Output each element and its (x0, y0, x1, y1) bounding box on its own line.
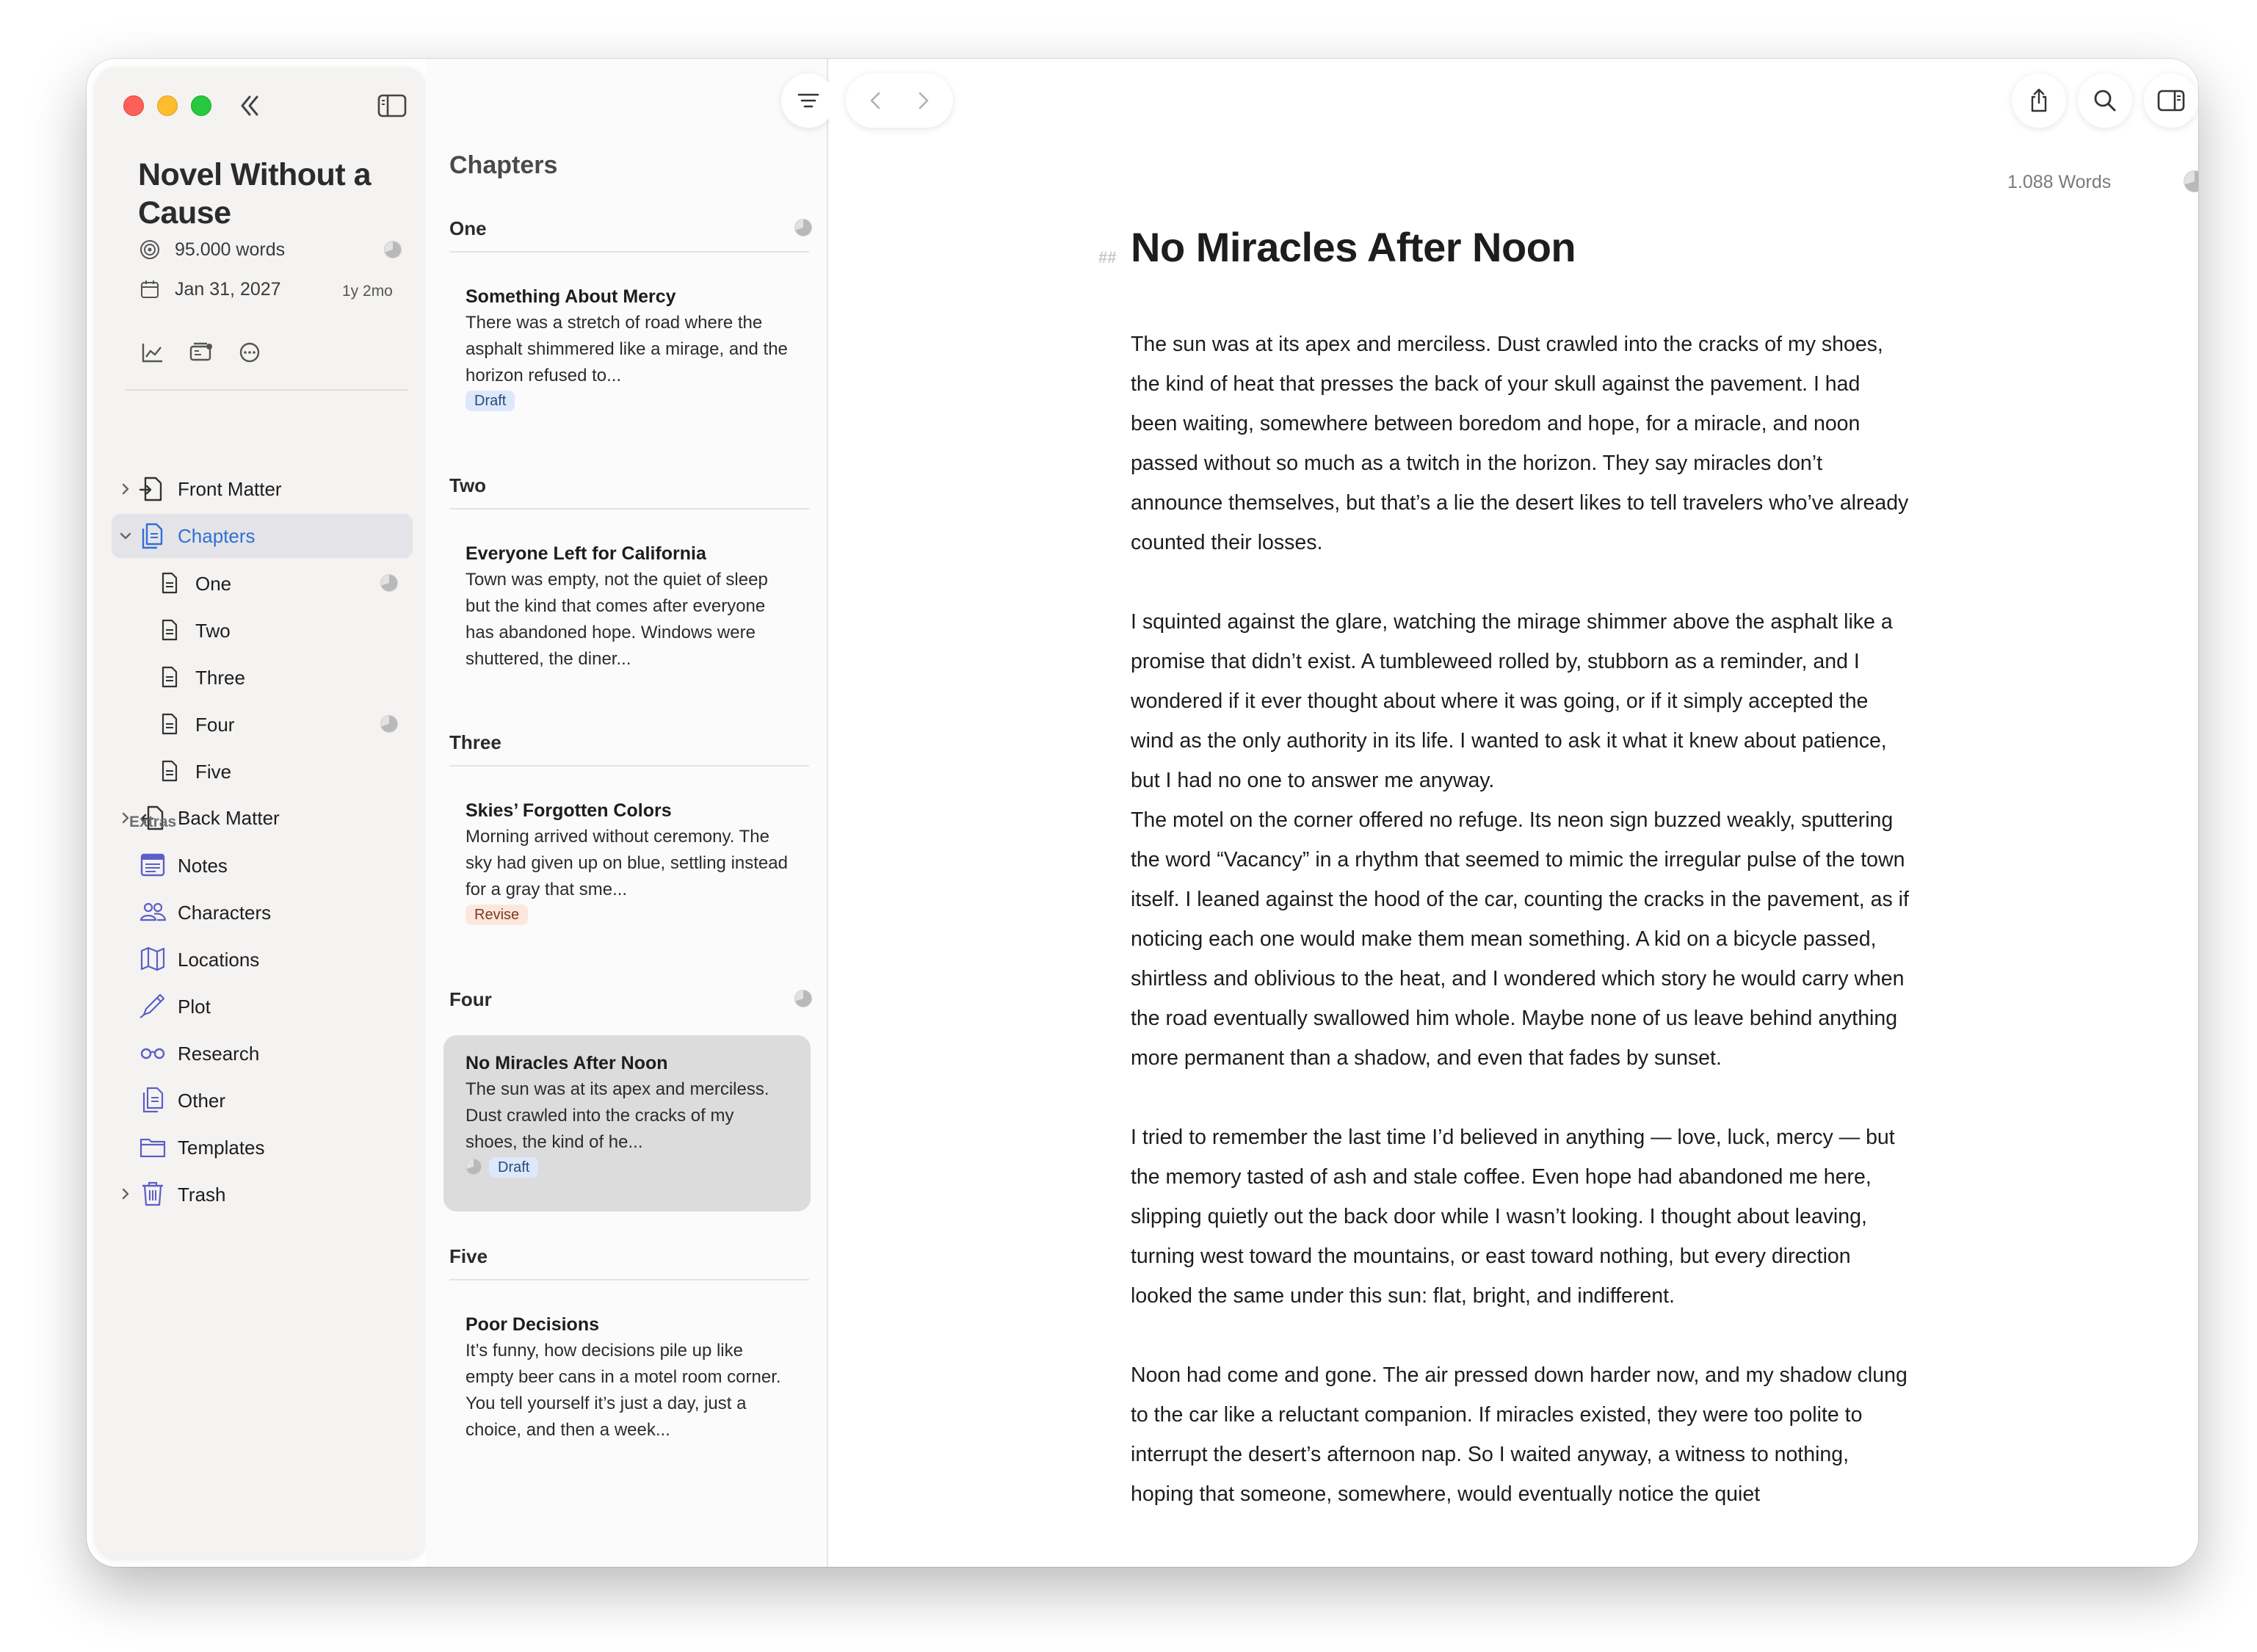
paragraph: I squinted against the glare, watching the mirage shimmer above the asphalt like a promise that didn’t exist. A tumbleweed rolled by, stubborn as a reminder, and I wondered if it ever thought about where it was going, or if it simply accepted the wind as the only authority in its life. I wanted to ask it what it knew about patience, but I had no one to answer me anyway. (1131, 610, 1893, 792)
sidebar-item-label: Locations (178, 949, 260, 971)
list-title: Chapters (449, 151, 558, 179)
sidebar-item-trash[interactable] (112, 1172, 413, 1216)
chapter-list-column (426, 59, 828, 1567)
group-header-label: Five (449, 1245, 488, 1267)
sidebar-item-plot[interactable] (112, 984, 413, 1028)
document-icon (157, 664, 182, 689)
document-heading[interactable]: No Miracles After Noon (1131, 224, 1576, 270)
sidebar-item-label: Chapters (178, 524, 256, 547)
sidebar-item-chapter-five[interactable] (112, 749, 413, 793)
document-icon (157, 570, 182, 595)
sidebar-item-label: One (195, 573, 232, 595)
word-goal-text: 95.000 words (175, 239, 286, 260)
group-header-label: Three (449, 731, 501, 753)
sheet-card-title: Everyone Left for California (465, 543, 706, 564)
sidebar-item-label: Templates (178, 1137, 265, 1159)
sheet-card-excerpt: The sun was at its apex and merciless. Dust crawled into the cracks of my shoes, the kind of he... (465, 1079, 769, 1152)
sheet-card-title: Poor Decisions (465, 1314, 599, 1335)
group-header-four[interactable] (449, 988, 809, 1024)
inspector-toggle-button[interactable] (2144, 73, 2198, 128)
sheet-card-excerpt: It’s funny, how decisions pile up like empty beer cans in a motel room corner. You tell yourself it’s just a day, just a choice, and then a week... (465, 1341, 781, 1440)
back-chevron-icon[interactable] (865, 90, 887, 112)
status-badge: Revise (465, 905, 528, 925)
more-ellipsis-icon[interactable] (236, 339, 263, 366)
sidebar-item-characters[interactable] (112, 890, 413, 934)
sidebar-divider (125, 389, 408, 391)
sidebar-item-notes[interactable] (112, 843, 413, 887)
inspector-panel-icon (2156, 87, 2186, 114)
statistics-chart-icon[interactable] (140, 339, 166, 366)
chevron-right-icon[interactable] (117, 1186, 134, 1202)
paragraph: The sun was at its apex and merciless. Dust crawled into the cracks of my shoes, the kind of heat that presses the back of your skull against the pavement. I had been waiting, somewhere between boredom and hope, for a miracle, and noon passed without so much as a twitch in the horizon. They say miracles don’t announce themselves, but that’s a lie the desert likes to tell travelers who’ve already counted their losses. (1131, 333, 1909, 554)
close-window-button[interactable] (123, 95, 144, 116)
sidebar-item-label: Five (195, 761, 232, 783)
document-icon (157, 711, 182, 736)
zoom-window-button[interactable] (191, 95, 211, 116)
sheet-card[interactable] (443, 269, 811, 432)
sidebar-item-label: Two (195, 620, 231, 642)
sheet-card[interactable] (443, 783, 811, 946)
sidebar-item-chapter-one[interactable] (112, 561, 413, 605)
share-icon (2026, 87, 2052, 114)
group-header-label: Two (449, 474, 487, 496)
sidebar-item-label: Front Matter (178, 477, 282, 500)
folder-icon (138, 1132, 167, 1162)
documents-icon (138, 1085, 167, 1115)
group-header-label: One (449, 217, 487, 239)
search-icon (2092, 87, 2118, 114)
sidebar-item-label: Research (178, 1043, 260, 1065)
status-badge: Draft (465, 391, 515, 411)
group-header-three[interactable] (449, 731, 809, 767)
sheet-card-excerpt: Morning arrived without ceremony. The sky had given up on blue, settling instead for a gray that sme... (465, 827, 788, 899)
group-header-one[interactable] (449, 217, 809, 253)
extras-section-label: Extras (129, 814, 177, 830)
status-badge: Draft (489, 1157, 538, 1178)
sidebar-item-label: Trash (178, 1184, 226, 1206)
sheet-card[interactable] (443, 526, 811, 689)
group-header-label: Four (449, 988, 492, 1010)
project-title: Novel Without a Cause (138, 157, 371, 231)
share-button[interactable] (2012, 73, 2066, 128)
group-header-two[interactable] (449, 474, 809, 510)
paragraph: I tried to remember the last time I’d believed in anything — love, luck, mercy — but the memory tasted of ash and stale coffee. Even hope had abandoned me here, slipping quietly out the back door while I wasn’t looking. I thought about leaving, turning west toward the mountains, or east toward nothing, but every direction looked the same under this sun: flat, bright, and indifferent. (1131, 1126, 1895, 1308)
sidebar-item-chapter-two[interactable] (112, 608, 413, 652)
sidebar (95, 68, 426, 1558)
progress-ring (380, 574, 398, 592)
deadline-row[interactable] (138, 275, 281, 304)
paragraph: Noon had come and gone. The air pressed down harder now, and my shadow clung to the car like a reluctant companion. If miracles existed, they were too polite to interrupt the desert’s afternoon nap. So I waited anyway, a witness to nothing, hoping that someone, somewhere, would eventually notice the quiet (1131, 1363, 1908, 1506)
sidebar-item-label: Other (178, 1090, 226, 1112)
calendar-icon (138, 278, 162, 301)
sidebar-item-templates[interactable] (112, 1125, 413, 1169)
sheet-card-status-row (465, 1156, 789, 1178)
pen-nib-icon (138, 991, 167, 1021)
group-header-five[interactable] (449, 1245, 809, 1280)
progress-ring (465, 1159, 482, 1175)
sidebar-toggle-icon[interactable] (376, 91, 408, 120)
app-window (87, 59, 2198, 1567)
sheet-card-selected[interactable] (443, 1035, 811, 1211)
sheet-card-title: Something About Mercy (465, 286, 676, 307)
sheet-card-title: No Miracles After Noon (465, 1053, 668, 1073)
sidebar-item-label: Four (195, 714, 235, 736)
sidebar-item-label: Characters (178, 902, 272, 924)
front-matter-document-icon (138, 475, 166, 503)
search-button[interactable] (2078, 73, 2132, 128)
word-goal-row[interactable] (138, 235, 285, 264)
word-goal-progress-ring (384, 241, 402, 258)
sidebar-item-label: Notes (178, 855, 228, 877)
word-count[interactable]: 1.088 Words (2007, 172, 2112, 192)
progress-ring (794, 219, 812, 236)
glasses-icon (138, 1038, 167, 1068)
archive-cards-icon[interactable] (188, 339, 214, 366)
trash-icon (138, 1179, 167, 1209)
characters-people-icon (138, 897, 167, 927)
minimize-window-button[interactable] (157, 95, 178, 116)
sidebar-item-label: Back Matter (178, 806, 280, 829)
chapters-documents-icon (138, 522, 166, 550)
chevron-down-icon[interactable] (117, 528, 134, 544)
deadline-text: Jan 31, 2027 (175, 278, 281, 300)
sidebar-item-locations[interactable] (112, 937, 413, 981)
sidebar-item-front-matter[interactable] (112, 467, 413, 511)
sidebar-item-chapters[interactable] (112, 514, 413, 558)
heading-markup-marks: ## (1098, 248, 1117, 267)
notes-icon (138, 850, 167, 880)
sidebar-item-research[interactable] (112, 1031, 413, 1075)
sidebar-item-other[interactable] (112, 1078, 413, 1122)
collapse-double-chevron-icon[interactable] (233, 90, 266, 122)
sheet-card-title: Skies’ Forgotten Colors (465, 800, 672, 821)
target-icon (138, 238, 162, 261)
history-navigation (846, 73, 953, 128)
project-tools (140, 339, 263, 366)
editor-pane (830, 59, 2198, 1567)
forward-chevron-icon[interactable] (912, 90, 934, 112)
document-body[interactable] (1131, 325, 1909, 1554)
document-icon (157, 758, 182, 783)
chevron-right-icon[interactable] (117, 481, 134, 497)
sheet-card[interactable] (443, 1297, 811, 1460)
sidebar-item-label: Three (195, 667, 245, 689)
filter-lines-icon (796, 88, 821, 113)
deadline-remaining: 1y 2mo (342, 283, 393, 300)
sidebar-item-chapter-four[interactable] (112, 702, 413, 746)
paragraph: The motel on the corner offered no refuge. Its neon sign buzzed weakly, sputtering the word “Vacancy” in a rhythm that seemed to mimic the irregular pulse of the town itself. I leaned against the hood of the car, counting the cracks in the pavement, as if noticing each one would make them mean something. A kid on a bicycle passed, shirtless and oblivious to the heat, and I wondered which story he would carry when the road eventually swallowed him whole. Maybe none of us leave behind anything more permanent than a shadow, and even that fades by sunset. (1131, 808, 1909, 1070)
sidebar-item-label: Plot (178, 996, 211, 1018)
progress-ring (794, 990, 812, 1007)
sheet-card-excerpt: There was a stretch of road where the asphalt shimmered like a mirage, and the horizon refused to... (465, 313, 788, 385)
document-icon (157, 617, 182, 642)
filter-button[interactable] (781, 73, 836, 128)
progress-ring (380, 715, 398, 733)
sidebar-item-chapter-three[interactable] (112, 655, 413, 699)
map-icon (138, 944, 167, 974)
word-count-progress-ring (2184, 170, 2198, 192)
sheet-card-excerpt: Town was empty, not the quiet of sleep but the kind that comes after everyone has abandoned hope. Windows were shuttered, the diner... (465, 570, 768, 669)
